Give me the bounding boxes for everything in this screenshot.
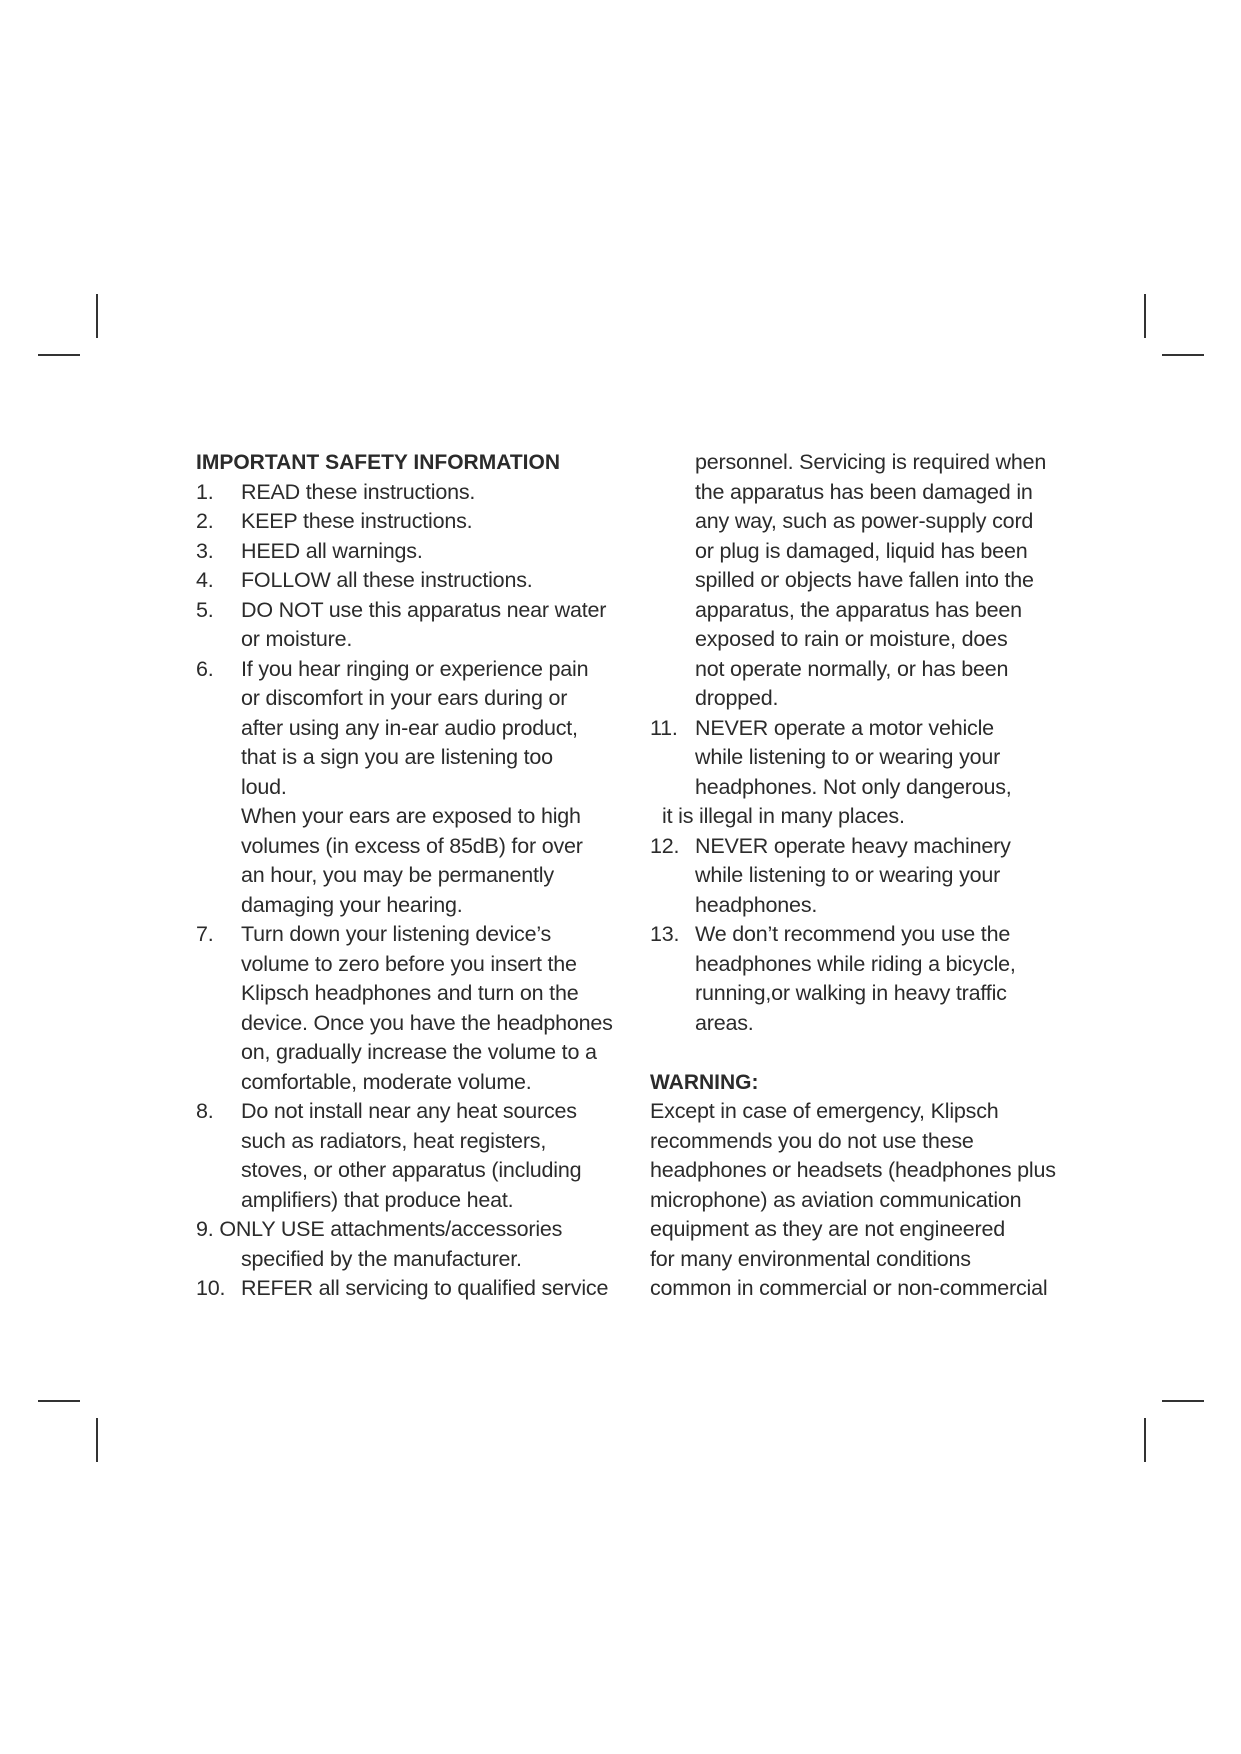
- list-number: 1.: [196, 479, 214, 504]
- list-item: [650, 832, 1070, 921]
- list-item: [196, 478, 616, 508]
- item11-overflow: it is illegal in many places.: [662, 804, 905, 828]
- list-number: 11.: [650, 715, 678, 740]
- list-item: [196, 1274, 616, 1304]
- list-number: 8.: [196, 1099, 214, 1123]
- crop-mark-bottom-left-vertical: [96, 1418, 98, 1462]
- list-text: REFER all servicing to qualified service: [241, 1276, 609, 1300]
- spacer: [650, 1038, 1070, 1068]
- list-item: [650, 714, 1070, 803]
- item10-continuation: personnel. Servicing is required when the apparatus has been damaged in any way, such as power-supply cord or plug is damaged, liquid has been spilled or objects have fallen into the apparatus, the apparatus has been exposed to rain or moisture, does not operate normally, or has been dropped.: [695, 450, 1047, 710]
- safety-heading: IMPORTANT SAFETY INFORMATION: [196, 451, 560, 474]
- warning-heading: WARNING:: [650, 1070, 759, 1094]
- right-column: [650, 448, 1070, 1304]
- list-text: READ these instructions.: [241, 479, 476, 504]
- crop-mark-top-right-vertical: [1144, 294, 1146, 338]
- list-item: [196, 566, 616, 596]
- crop-mark-top-left-vertical: [96, 294, 98, 338]
- list-text: FOLLOW all these instructions.: [241, 568, 533, 592]
- crop-mark-bottom-left-horizontal: [38, 1400, 80, 1402]
- list-item: [196, 537, 616, 567]
- list-number: 9.: [196, 1217, 214, 1241]
- list-text-line1: [196, 1215, 616, 1245]
- left-column: [196, 448, 616, 1304]
- crop-mark-bottom-right-horizontal: [1162, 1400, 1204, 1402]
- list-text: KEEP these instructions.: [241, 509, 473, 533]
- list-number: 7.: [196, 922, 214, 946]
- crop-mark-bottom-right-vertical: [1144, 1418, 1146, 1462]
- list-item: [196, 920, 616, 1097]
- list-item: [650, 920, 1070, 1038]
- crop-mark-top-right-horizontal: [1162, 354, 1204, 356]
- list-number: 5.: [196, 597, 214, 622]
- list-text-line2: specified by the manufacturer.: [241, 1246, 522, 1271]
- list-text: HEED all warnings.: [241, 538, 423, 563]
- list-text: If you hear ringing or experience pain or discomfort in your ears during or after using any in-ear audio product, that is a sign you are listening too loud. When your ears are exposed to high volumes (in excess of 85dB) for over an hour, you may be permanently damaging your hearing.: [241, 656, 589, 917]
- list-text: Turn down your listening device’s volume to zero before you insert the Klipsch headphones and turn on the device. Once you have the headphones on, gradually increase the volume to a comfortable, moderate volume.: [241, 922, 613, 1094]
- list-text: NEVER operate heavy machinery while listening to or wearing your headphones.: [695, 833, 1011, 917]
- list-item: [196, 1097, 616, 1215]
- list-number: 4.: [196, 568, 214, 592]
- list-number: 12.: [650, 833, 680, 858]
- list-number: 2.: [196, 509, 214, 533]
- warning-text: Except in case of emergency, Klipsch recommends you do not use these headphones or headsets (headphones plus microphone) as aviation communication equipment as they are not engineered for many environmental conditions common in commercial or non-commercial: [650, 1099, 1056, 1300]
- list-item: [196, 655, 616, 921]
- list-number: 10.: [196, 1276, 226, 1300]
- crop-mark-top-left-horizontal: [38, 354, 80, 356]
- list-item: [196, 1215, 616, 1274]
- list-text: ONLY USE attachments/accessories: [219, 1217, 563, 1241]
- list-number: 13.: [650, 922, 680, 946]
- list-item: [196, 596, 616, 655]
- list-text: DO NOT use this apparatus near water or moisture.: [241, 597, 607, 651]
- list-text: Do not install near any heat sources such as radiators, heat registers, stoves, or other apparatus (including amplifiers) that produce heat.: [241, 1099, 582, 1212]
- list-item: [196, 507, 616, 537]
- list-text: We don’t recommend you use the headphones while riding a bicycle, running,or walking in heavy traffic areas.: [695, 922, 1016, 1035]
- list-number: 6.: [196, 656, 214, 681]
- list-number: 3.: [196, 538, 214, 563]
- list-text: NEVER operate a motor vehicle while listening to or wearing your headphones. Not only dangerous,: [695, 715, 1012, 799]
